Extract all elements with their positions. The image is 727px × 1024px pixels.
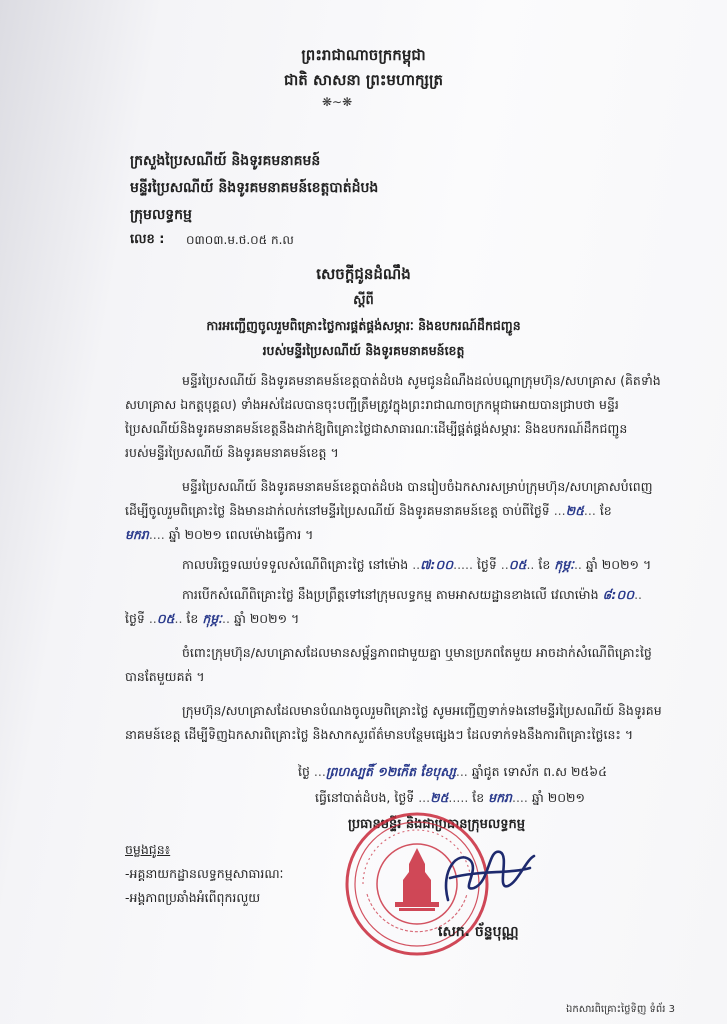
p2-line-2 <box>125 503 612 522</box>
place-month-label: ខែ <box>472 790 485 805</box>
dots: ..... <box>448 790 469 805</box>
reference-label: លេខ : <box>130 232 165 247</box>
dots: .. <box>500 557 509 572</box>
ornament: ❋∼❋ <box>322 95 353 109</box>
lunar-year-text: ឆ្នាំជូត ទោស័ក ព.ស ២៥៦៤ <box>471 764 607 779</box>
p4-text: ការបើកសំណើពិគ្រោះថ្លៃ នឹងប្រព្រឹត្តទៅនៅក្រុមលទ្ធកម្ម តាមអាសយដ្ឋានខាងលើ វេលាម៉ោង <box>182 587 599 602</box>
dots: .. <box>526 557 535 572</box>
p4-day-handwritten: ០៥ <box>156 611 175 626</box>
dots: ... <box>313 764 326 779</box>
dots: ..... <box>453 557 473 572</box>
place-text: ធ្វើនៅបាត់ដំបង, ថ្ងៃទី <box>315 790 415 805</box>
lunar-label: ថ្ងៃ <box>298 764 310 779</box>
p3-month-label: ខែ <box>538 557 551 572</box>
p4-time-handwritten: ៨:០០ <box>602 587 635 602</box>
subject-line-2: របស់មន្ទីរប្រៃសណីយ៍ និងទូរគមនាគមន៍ខេត្ត <box>262 343 465 358</box>
dots: ... <box>418 790 431 805</box>
p1-line-2: សហគ្រាស ឯកត្តបុគ្គល) ទាំងអស់ដែលបានចុះបញ្ជីត្រឹមត្រូវក្នុងព្រះរាជាណាចក្រកម្ពុជាអោយបានជ្រាបថា មន្ទីរ <box>125 397 619 412</box>
p2-line-1: មន្ទីរប្រៃសណីយ៍ និងទូរគមនាគមន៍ខេត្តបាត់ដំបង បានរៀបចំឯកសារសម្រាប់ក្រុមហ៊ុន/សហគ្រាសបំពេញ <box>182 479 653 494</box>
dots: .. <box>412 557 421 572</box>
p3-year-text: ឆ្នាំ ២០២១ ។ <box>585 557 652 572</box>
copy-recipient-1: -អគ្គនាយកដ្ឋានលទ្ធកម្មសាធារណៈ <box>125 866 284 881</box>
reference-number: ០៣០៣.ម.ថ.០៥ ក.ល <box>186 233 294 247</box>
place-year-text: ឆ្នាំ ២០២១ <box>531 790 585 805</box>
copy-to-label: ចម្លងជូន៖ <box>125 842 171 857</box>
p5-line-2: បានតែមួយគត់ ។ <box>125 669 205 684</box>
p2-day-handwritten: ២៥ <box>565 503 584 518</box>
dots: .... <box>511 790 528 805</box>
p2-text: ដើម្បីចូលរួមពិគ្រោះថ្លៃ និងមានដាក់លក់នៅមន្ទីរប្រៃសណីយ៍ និងទូរគមនាគមន៍ខេត្ត ចាប់ពីថ្ងៃទី <box>125 503 550 518</box>
place-day-handwritten: ២៥ <box>430 790 449 805</box>
p4-day-label: ថ្ងៃទី <box>125 611 145 626</box>
p4-line-1 <box>182 587 642 606</box>
place-month-handwritten: មករា <box>488 790 512 805</box>
p2-line-3 <box>125 527 313 546</box>
p3-day-label: ថ្ងៃទី <box>476 557 497 572</box>
p3-month-handwritten: កុម្ភៈ <box>554 557 574 572</box>
place-date-line <box>315 790 585 809</box>
dots: .. <box>174 611 183 626</box>
p5-line-1: ចំពោះក្រុមហ៊ុន/សហគ្រាសដែលមានសម្ព័ន្ធភាពជាមួយគ្នា ឬមានប្រភពតែមួយ អាចដាក់សំណើពិគ្រោះថ្លៃ <box>182 645 652 660</box>
department-name: មន្ទីរប្រៃសណីយ៍ និងទូរគមនាគមន៍ខេត្តបាត់ដំបង <box>130 180 379 196</box>
kingdom-heading: ព្រះរាជាណាចក្រកម្ពុជា <box>301 46 426 64</box>
p3-line <box>182 557 651 576</box>
page-footer: ឯកសារពិគ្រោះថ្លៃទិញ ទំព័រ 3 <box>566 1004 675 1015</box>
p2-month-handwritten: មករា <box>125 527 149 542</box>
p2-month-label: ខែ <box>599 503 612 518</box>
p1-line-1: មន្ទីរប្រៃសណីយ៍ និងទូរគមនាគមន៍ខេត្តបាត់ដំបង សូមជូនដំណឹងដល់បណ្តាក្រុមហ៊ុន/សហគ្រាស (គិតទាំង <box>182 373 661 388</box>
p4-month-handwritten: កុម្ភៈ <box>202 611 222 626</box>
copy-recipient-2: -អង្គភាពប្រឆាំងអំពើពុករលួយ <box>125 890 261 905</box>
dots: ... <box>553 503 566 518</box>
about-label: ស្តីពី <box>353 293 374 308</box>
p3-day-handwritten: ០៥ <box>508 557 527 572</box>
office-name: ក្រុមលទ្ធកម្ម <box>130 207 192 223</box>
notice-title: សេចក្តីជូនដំណឹង <box>316 265 411 283</box>
p3-time-handwritten: ៧:០០ <box>420 557 454 572</box>
dots: ... <box>583 503 596 518</box>
dots: .. <box>573 557 582 572</box>
lunar-date-line <box>298 764 607 783</box>
p2-year-text: ឆ្នាំ ២០២១ ពេលម៉ោងធ្វើការ ។ <box>168 527 314 542</box>
subject-line-1: ការអញ្ជើញចូលរួមពិគ្រោះថ្លៃការផ្គត់ផ្គង់សម្ភារៈ និងឧបករណ៍ដឹកជញ្ជូន <box>206 318 521 333</box>
p6-line-2: នាគមន៍ខេត្ត ដើម្បីទិញឯកសារពិគ្រោះថ្លៃ និងសាកសួរព័ត៌មានបន្ថែមផ្សេងៗ ដែលទាក់ទងនឹងការពិគ្រោះថ្លៃនេះ ។ <box>125 727 634 742</box>
p4-month-label: ខែ <box>186 611 199 626</box>
p4-line-2 <box>125 611 299 630</box>
dots: .. <box>634 587 643 602</box>
p1-line-4: របស់មន្ទីរប្រៃសណីយ៍ និងទូរគមនាគមន៍ខេត្ត ។ <box>125 445 339 460</box>
motto-heading: ជាតិ សាសនា ព្រះមហាក្សត្រ <box>284 71 443 89</box>
p6-line-1: ក្រុមហ៊ុន/សហគ្រាសដែលមានបំណងចូលរួមពិគ្រោះថ្លៃ សូមអញ្ជើញទាក់ទងនៅមន្ទីរប្រៃសណីយ៍ និងទូរគម <box>182 703 662 718</box>
dots: ... <box>455 764 468 779</box>
signature-icon <box>430 830 540 910</box>
dots: .... <box>148 527 165 542</box>
p1-line-3: ប្រៃសណីយ៍និងទូរគមនាគមន៍ខេត្តនឹងដាក់ឱ្យពិគ្រោះថ្លៃជាសាធារណៈដើម្បីផ្គត់ផ្គង់សម្ភារៈ និងឧបករណ៍ដឹកជញ្ជូន <box>125 421 628 436</box>
signatory-position: ប្រធានមន្ទីរ និងជាប្រធានក្រុមលទ្ធកម្ម <box>348 817 526 832</box>
p4-year-text: ឆ្នាំ ២០២១ ។ <box>233 611 300 626</box>
dots: .. <box>222 611 230 626</box>
ministry-name: ក្រសួងប្រៃសណីយ៍ និងទូរគមនាគមន៍ <box>130 153 321 169</box>
dots: .. <box>148 611 157 626</box>
signatory-name: សេក. ច័ន្ទបុណ្ណ <box>438 924 519 940</box>
p3-text: កាលបរិច្ឆេទឈប់ទទួលសំណើពិគ្រោះថ្លៃ នៅម៉ោង <box>182 557 409 572</box>
lunar-date-handwritten: ព្រហស្បតិ៍ ១២កើត ខែបុស្ស <box>325 764 456 779</box>
